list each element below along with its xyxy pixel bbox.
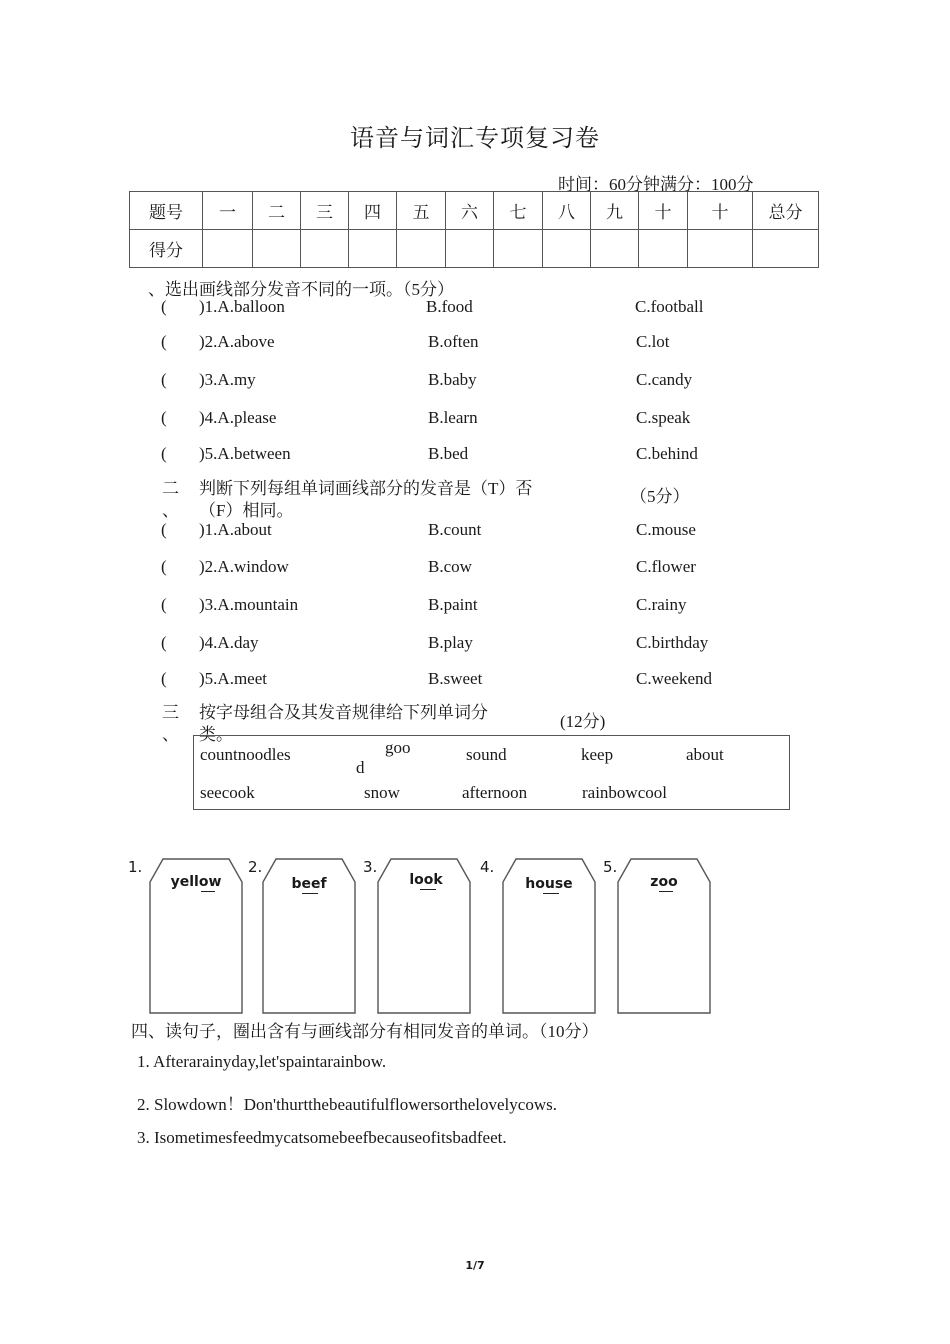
word-card-beef[interactable] (262, 858, 356, 1014)
answer-blank[interactable]: ( (161, 408, 167, 427)
option-c: C.mouse (636, 520, 696, 539)
header-cell: 六 (446, 192, 494, 230)
score-cell[interactable] (639, 230, 688, 268)
page-number: 1/7 (465, 1259, 485, 1272)
option-a: )2.A.above (199, 332, 275, 351)
section3-number-tail: 、 (162, 725, 179, 744)
section2-number-tail: 、 (162, 501, 179, 520)
option-a: )5.A.meet (199, 669, 267, 688)
option-b: B.count (428, 520, 482, 539)
underline-mark (543, 893, 559, 894)
option-a: )5.A.between (199, 444, 291, 463)
option-b: B.often (428, 332, 479, 351)
word-bank-word: seecook (200, 783, 255, 802)
option-a: )4.A.please (199, 408, 277, 427)
option-c: C.candy (636, 370, 693, 389)
answer-blank[interactable]: ( (161, 520, 167, 539)
option-c: C.football (635, 297, 704, 316)
score-table (129, 191, 819, 268)
section2-score: （5分） (630, 487, 690, 506)
word-bank-word: keep (581, 745, 614, 764)
word-card-house[interactable] (502, 858, 596, 1014)
sentence: 2. Slowdown！Don'thurtthebeautifulflowersorthelovelycows. (137, 1095, 557, 1114)
section3-score: (12分) (560, 712, 606, 731)
option-a: )3.A.mountain (199, 595, 299, 614)
sentence: 3. Isometimesfeedmycatsomebeefbecauseofitsbadfeet. (137, 1128, 507, 1147)
option-c: C.rainy (636, 595, 687, 614)
header-cell: 二 (253, 192, 301, 230)
option-b: B.bed (428, 444, 469, 463)
time-info: 时间：60分钟满分：100分 (558, 175, 754, 194)
answer-blank[interactable]: ( (161, 669, 167, 688)
score-cell[interactable] (753, 230, 819, 268)
section3-number: 三 (162, 703, 179, 722)
option-a: )2.A.window (199, 557, 289, 576)
score-cell[interactable] (203, 230, 253, 268)
score-table-header-row (130, 192, 819, 230)
score-cell[interactable] (253, 230, 301, 268)
underline-mark (201, 891, 215, 892)
option-c: C.speak (636, 408, 691, 427)
word-bank-word: goo (385, 738, 411, 757)
underline-mark (420, 889, 436, 890)
underline-mark (302, 893, 318, 894)
score-cell[interactable] (543, 230, 591, 268)
word-card-yellow[interactable] (149, 858, 243, 1014)
option-a: )4.A.day (199, 633, 259, 652)
option-b: B.play (428, 633, 473, 652)
page-title: 语音与词汇专项复习卷 (350, 126, 600, 152)
option-b: B.learn (428, 408, 478, 427)
answer-blank[interactable]: ( (161, 444, 167, 463)
header-cell: 题号 (130, 192, 203, 230)
card-word: beef (291, 876, 327, 892)
header-cell: 总分 (753, 192, 819, 230)
word-bank-word: d (356, 758, 365, 777)
sentence: 1. Afterarainyday,let'spaintarainbow. (137, 1052, 387, 1071)
header-cell: 四 (349, 192, 397, 230)
card-number: 3. (363, 858, 378, 876)
section3-heading: 按字母组合及其发音规律给下列单词分 (199, 703, 488, 722)
header-cell: 一 (203, 192, 253, 230)
header-cell: 七 (494, 192, 543, 230)
section4-heading: 四、读句子，圈出含有与画线部分有相同发音的单词。（10分） (131, 1022, 599, 1041)
card-number: 5. (603, 858, 618, 876)
word-bank-word: rainbowcool (582, 783, 667, 802)
underline-mark (659, 891, 673, 892)
answer-blank[interactable]: ( (161, 297, 167, 316)
score-cell[interactable] (397, 230, 446, 268)
header-cell: 八 (543, 192, 591, 230)
word-bank-word: snow (364, 783, 400, 802)
card-number: 2. (248, 858, 263, 876)
score-table-score-row (130, 230, 819, 268)
section2-heading: 判断下列每组单词画线部分的发音是（T）否 (199, 479, 533, 498)
option-c: C.behind (636, 444, 698, 463)
option-c: C.weekend (636, 669, 713, 688)
option-a: )3.A.my (199, 370, 256, 389)
word-bank-word: about (686, 745, 724, 764)
header-cell: 三 (301, 192, 349, 230)
answer-blank[interactable]: ( (161, 633, 167, 652)
option-c: C.lot (636, 332, 670, 351)
option-c: C.birthday (636, 633, 709, 652)
option-b: B.cow (428, 557, 472, 576)
card-number: 4. (480, 858, 495, 876)
score-label-cell: 得分 (130, 230, 203, 268)
section3-heading-line2: 类。 (199, 725, 233, 744)
answer-blank[interactable]: ( (161, 595, 167, 614)
header-cell: 十 (639, 192, 688, 230)
section2-heading-line2: （F）相同。 (199, 501, 294, 520)
header-cell: 五 (397, 192, 446, 230)
word-bank-word: countnoodles (200, 745, 291, 764)
card-number: 1. (128, 858, 143, 876)
word-bank-word: afternoon (462, 783, 528, 802)
option-b: B.food (426, 297, 473, 316)
section2-number: 二 (162, 479, 179, 498)
card-word: look (409, 872, 443, 888)
score-cell[interactable] (591, 230, 639, 268)
option-b: B.baby (428, 370, 477, 389)
answer-blank[interactable]: ( (161, 370, 167, 389)
option-a: )1.A.balloon (199, 297, 285, 316)
option-a: )1.A.about (199, 520, 272, 539)
score-cell[interactable] (446, 230, 494, 268)
word-bank (193, 735, 790, 810)
option-c: C.flower (636, 557, 696, 576)
card-word: house (525, 876, 573, 892)
section1-heading: 、选出画线部分发音不同的一项。（5分） (148, 280, 454, 299)
option-b: B.paint (428, 595, 478, 614)
header-cell: 九 (591, 192, 639, 230)
word-bank-word: sound (466, 745, 507, 764)
answer-blank[interactable]: ( (161, 332, 167, 351)
word-card-look[interactable] (377, 858, 471, 1014)
score-cell[interactable] (494, 230, 543, 268)
score-cell[interactable] (688, 230, 753, 268)
answer-blank[interactable]: ( (161, 557, 167, 576)
score-cell[interactable] (301, 230, 349, 268)
card-word: yellow (170, 874, 222, 890)
header-cell: 十 (688, 192, 753, 230)
score-cell[interactable] (349, 230, 397, 268)
word-card-zoo[interactable] (617, 858, 711, 1014)
option-b: B.sweet (428, 669, 483, 688)
card-word: zoo (650, 874, 678, 890)
